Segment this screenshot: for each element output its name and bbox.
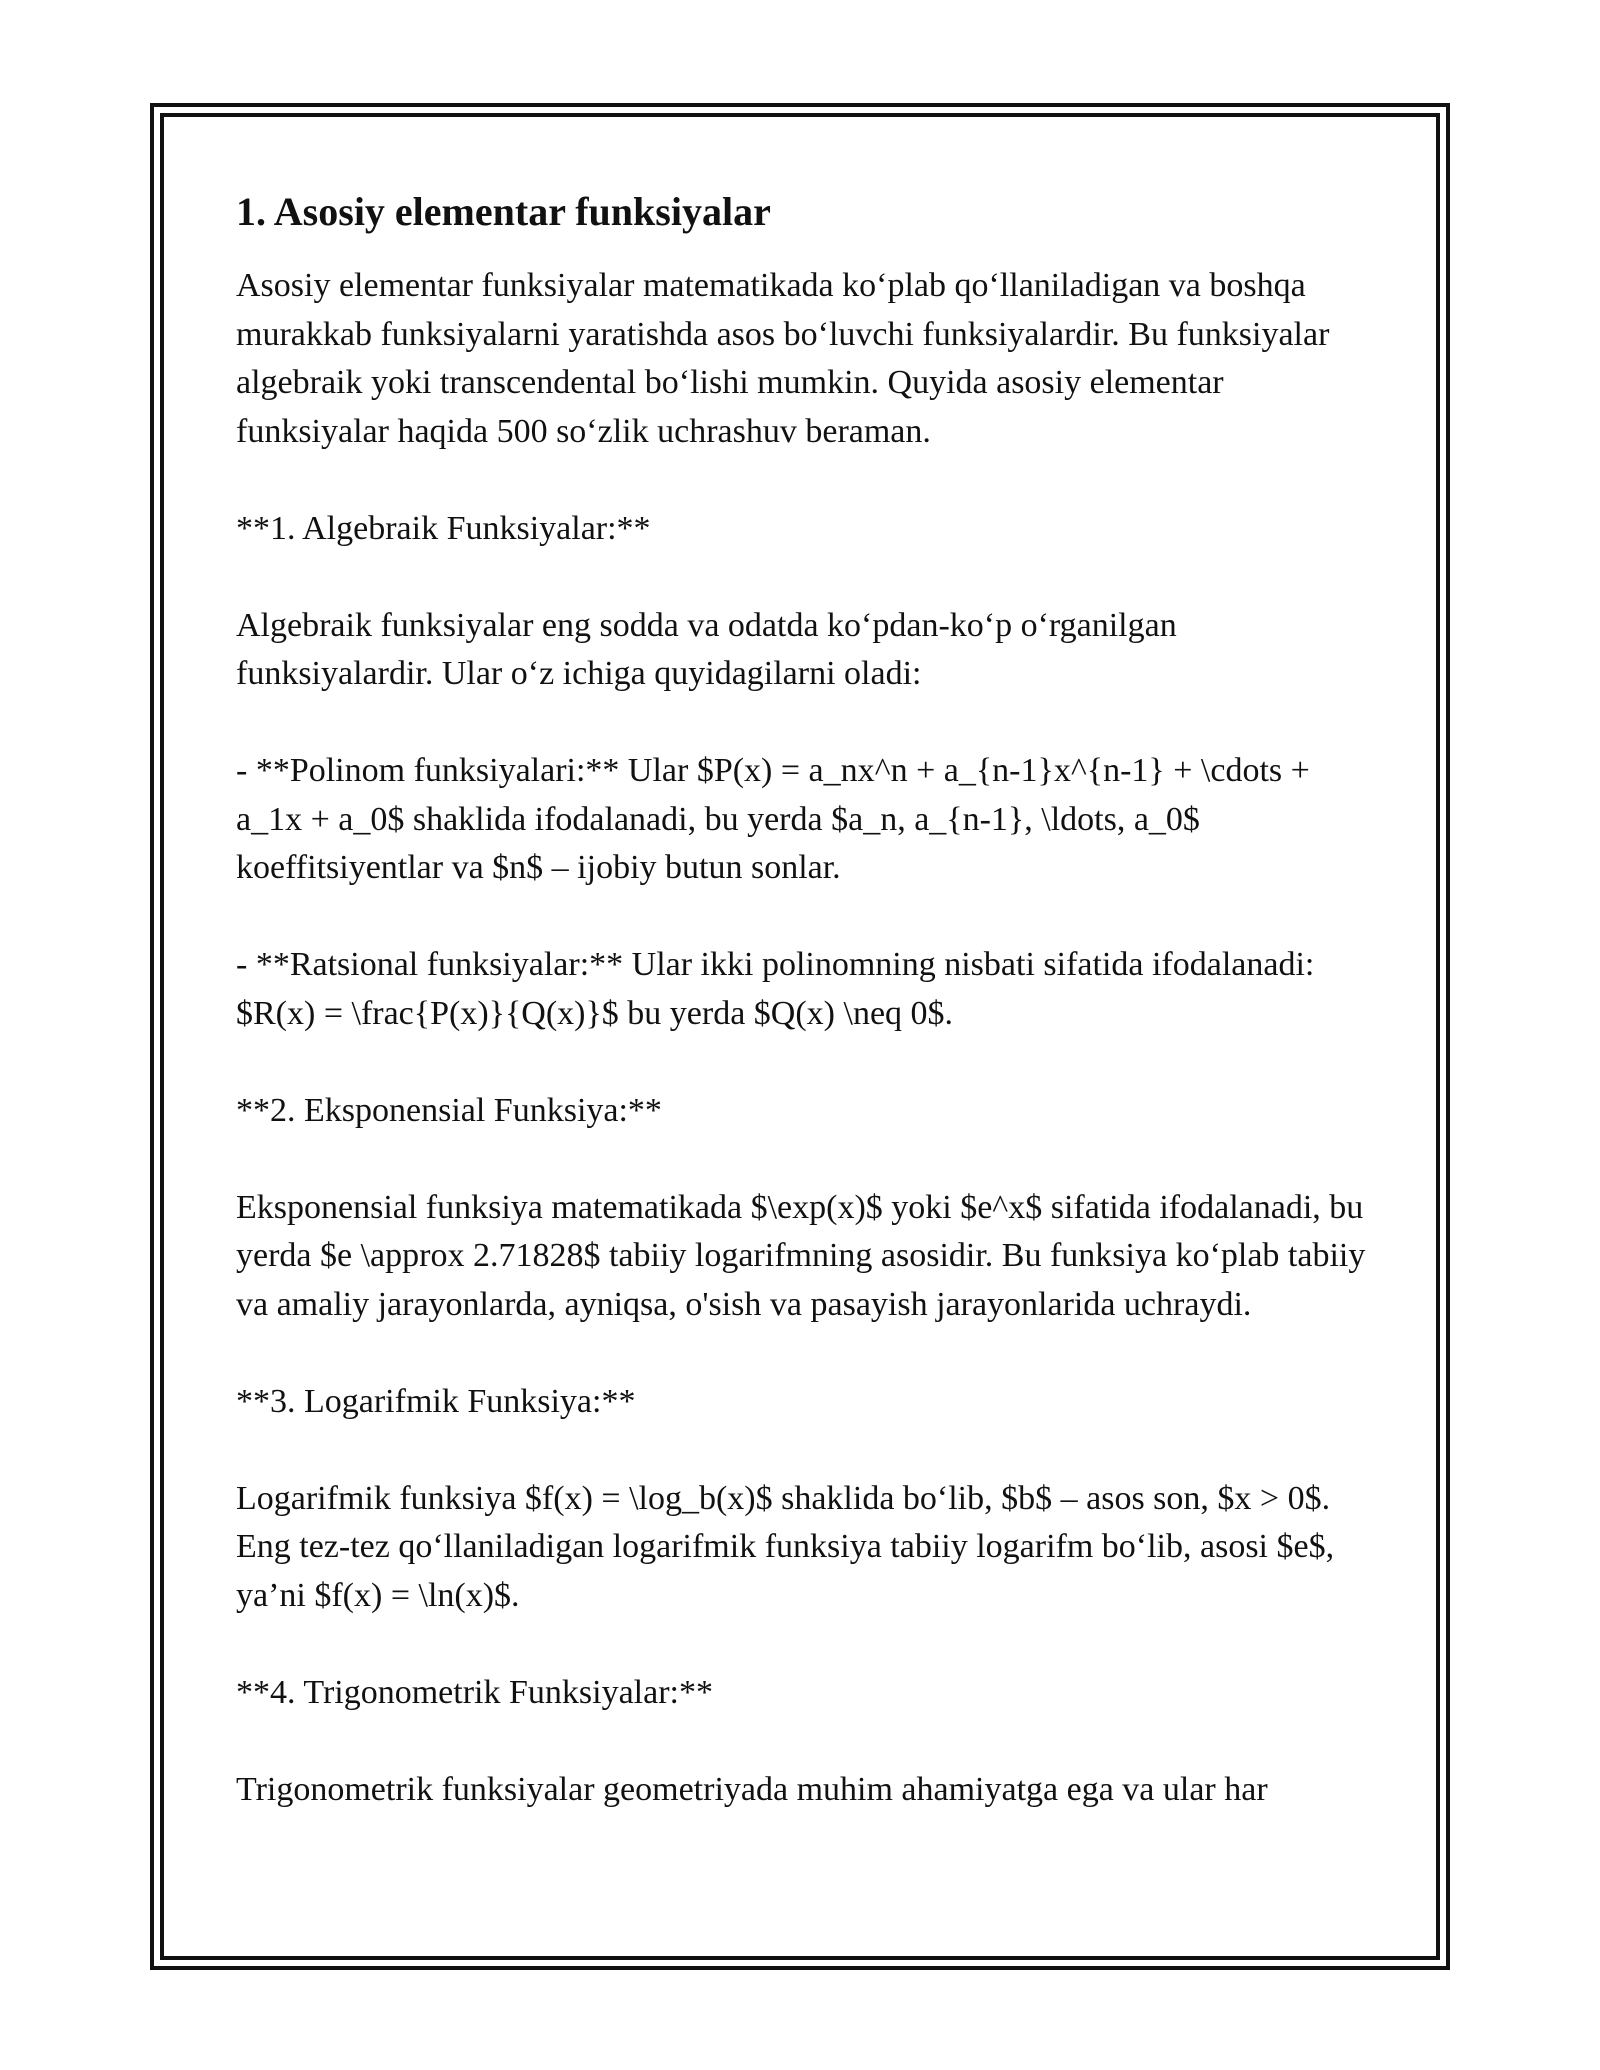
polynomial-item: - **Polinom funksiyalari:** Ular $P(x) = a_nx^n + a_{n-1}x^{n-1} + \cdots + a_1x + a_0$ shaklida ifodalanadi, bu yerda $a_n, a_{n-1}, \ldots, a_0$ koeffitsiyentlar va $n$ – ijobiy butun sonlar. [236, 752, 1310, 886]
trigonometric-paragraph: Trigonometrik funksiyalar geometriyada muhim ahamiyatga ega va ular har [236, 1770, 1268, 1808]
document-body [236, 188, 1376, 1814]
algebraic-paragraph: Algebraik funksiyalar eng sodda va odatda ko‘pdan-ko‘p o‘rganilgan funksiyalardir. Ular o‘z ichiga quyidagilarni oladi: [236, 606, 1177, 692]
logarithmic-paragraph: Logarifmik funksiya $f(x) = \log_b(x)$ shaklida bo‘lib, $b$ – asos son, $x > 0$. Eng tez-tez qo‘llaniladigan logarifmik funksiya tabiiy logarifm bo‘lib, asosi $e$, ya’ni $f(x) = \ln(x)$. [236, 1479, 1335, 1614]
subheading-exponential: **2. Eksponensial Funksiya:** [236, 1091, 662, 1129]
subheading-algebraic: **1. Algebraik Funksiyalar:** [236, 509, 651, 547]
subheading-logarithmic: **3. Logarifmik Funksiya:** [236, 1382, 636, 1420]
section-heading: 1. Asosiy elementar funksiyalar [236, 189, 771, 234]
subheading-trigonometric: **4. Trigonometrik Funksiyalar:** [236, 1673, 713, 1711]
exponential-paragraph: Eksponensial funksiya matematikada $\exp(x)$ yoki $e^x$ sifatida ifodalanadi, bu yerda $e \approx 2.71828$ tabiiy logarifmning asosidir. Bu funksiya ko‘plab tabiiy va amaliy jarayonlarda, ayniqsa, o'sish va pasayish jarayonlarida uchraydi. [236, 1188, 1366, 1323]
rational-item: - **Ratsional funksiyalar:** Ular ikki polinomning nisbati sifatida ifodalanadi: $R(x) = \frac{P(x)}{Q(x)}$ bu yerda $Q(x) \neq 0$. [236, 946, 1315, 1032]
intro-paragraph: Asosiy elementar funksiyalar matematikada ko‘plab qo‘llaniladigan va boshqa murakkab funksiyalarni yaratishda asos bo‘luvchi funksiyalardir. Bu funksiyalar algebraik yoki transcendental bo‘lishi mumkin. Quyida asosiy elementar funksiyalar haqida 500 so‘zlik uchrashuv beraman. [236, 267, 1330, 450]
